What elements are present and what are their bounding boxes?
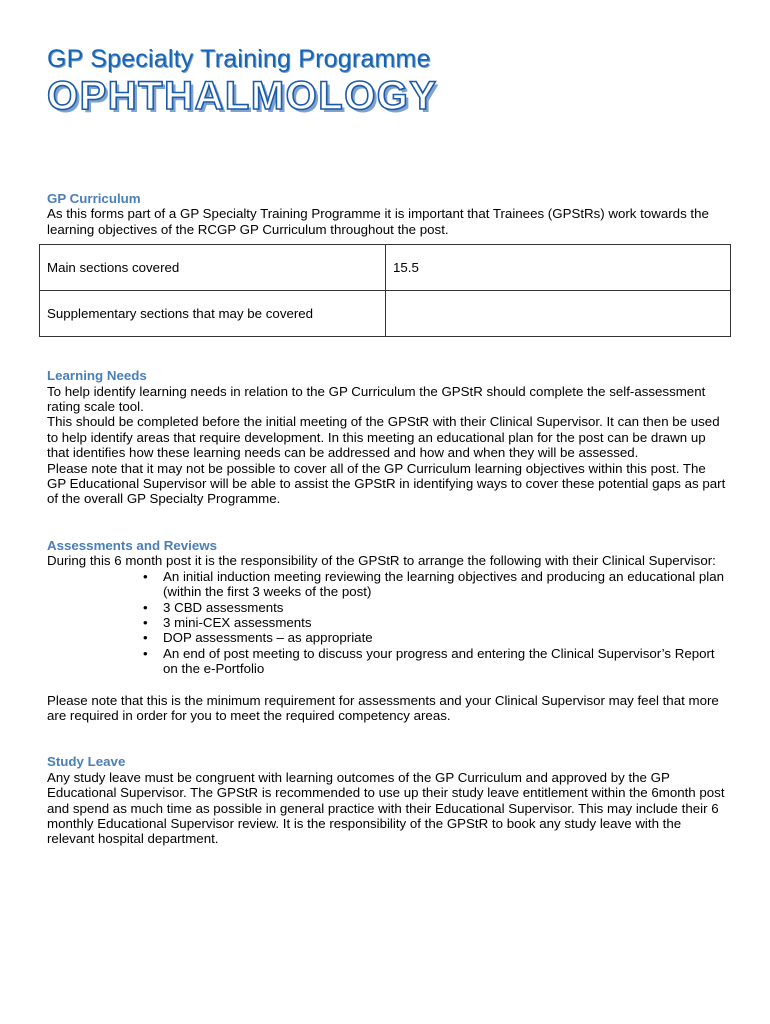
assessment-note: Please note that this is the minimum requirement for assessments and your Clinical Supervisor may feel that more are required in order for you to meet the required competency areas. bbox=[47, 692, 719, 723]
section-heading: Study Leave bbox=[47, 754, 126, 770]
section-heading: GP Curriculum bbox=[47, 191, 141, 206]
list-item: • DOP assessments – as appropriate bbox=[143, 630, 373, 646]
section-intro: During this 6 month post it is the responsibility of the GPStR to arrange the following with their Clinical Supervisor: bbox=[47, 553, 716, 569]
bullet-icon: • bbox=[143, 599, 148, 615]
section-assessments bbox=[47, 538, 727, 723]
list-item: • 3 mini-CEX assessments bbox=[143, 614, 312, 630]
table-cell-value: 15.5 bbox=[386, 245, 731, 291]
bullet-icon: • bbox=[143, 614, 148, 630]
list-item: • An end of post meeting to discuss your progress and entering the Clinical Supervisor’s Report on the e-Portfolio bbox=[143, 645, 715, 677]
bullet-icon: • bbox=[143, 645, 148, 661]
section-body: As this forms part of a GP Specialty Training Programme it is important that Trainees (GPStRs) work towards the learning objectives of the RCGP GP Curriculum throughout the post. bbox=[47, 206, 709, 237]
bullet-icon: • bbox=[143, 630, 148, 646]
section-study-leave bbox=[47, 754, 727, 846]
table-cell-label: Supplementary sections that may be covered bbox=[40, 291, 386, 337]
section-gp-curriculum bbox=[47, 191, 727, 337]
section-paragraph: To help identify learning needs in relation to the GP Curriculum the GPStR should complete the self-assessment rating scale tool. bbox=[47, 383, 706, 415]
table-cell-label: Main sections covered bbox=[40, 245, 386, 291]
table-row bbox=[40, 245, 731, 291]
section-learning-needs bbox=[47, 368, 727, 507]
bullet-icon: • bbox=[143, 568, 148, 584]
document-title: GP Specialty Training Programme bbox=[47, 45, 431, 73]
table-row bbox=[40, 291, 731, 337]
assessment-list bbox=[143, 568, 727, 677]
list-item: • 3 CBD assessments bbox=[143, 599, 284, 615]
section-body: Any study leave must be congruent with learning outcomes of the GP Curriculum and approved by the GP Educational Supervisor. The GPStR is recommended to use up their study leave entitlement within the 6month post and spend as much time as possible in general practice with their Educational Supervisor. This may include their 6 monthly Educational Supervisor review. It is the responsibility of the GPStR to book any study leave with the relevant hospital department. bbox=[47, 769, 725, 847]
section-heading: Assessments and Reviews bbox=[47, 537, 217, 553]
document-subtitle: OPHTHALMOLOGY bbox=[47, 74, 438, 118]
list-item: • An initial induction meeting reviewing the learning objectives and producing an educational plan (within the first 3 weeks of the post) bbox=[143, 568, 725, 600]
table-cell-value bbox=[386, 291, 731, 337]
section-paragraph: This should be completed before the initial meeting of the GPStR with their Clinical Supervisor. It can then be used to help identify areas that require development. In this meeting an educational plan for the post can be drawn up that identifies how these learning needs can be addressed and how and when they will be assessed. bbox=[47, 414, 720, 461]
section-paragraph: Please note that it may not be possible to cover all of the GP Curriculum learning objectives within this post. The GP Educational Supervisor will be able to assist the GPStR in identifying ways to cover these potential gaps as part of the overall GP Specialty Programme. bbox=[47, 460, 726, 507]
document-page bbox=[47, 44, 727, 847]
curriculum-sections-table bbox=[39, 244, 731, 337]
section-heading: Learning Needs bbox=[47, 368, 147, 384]
